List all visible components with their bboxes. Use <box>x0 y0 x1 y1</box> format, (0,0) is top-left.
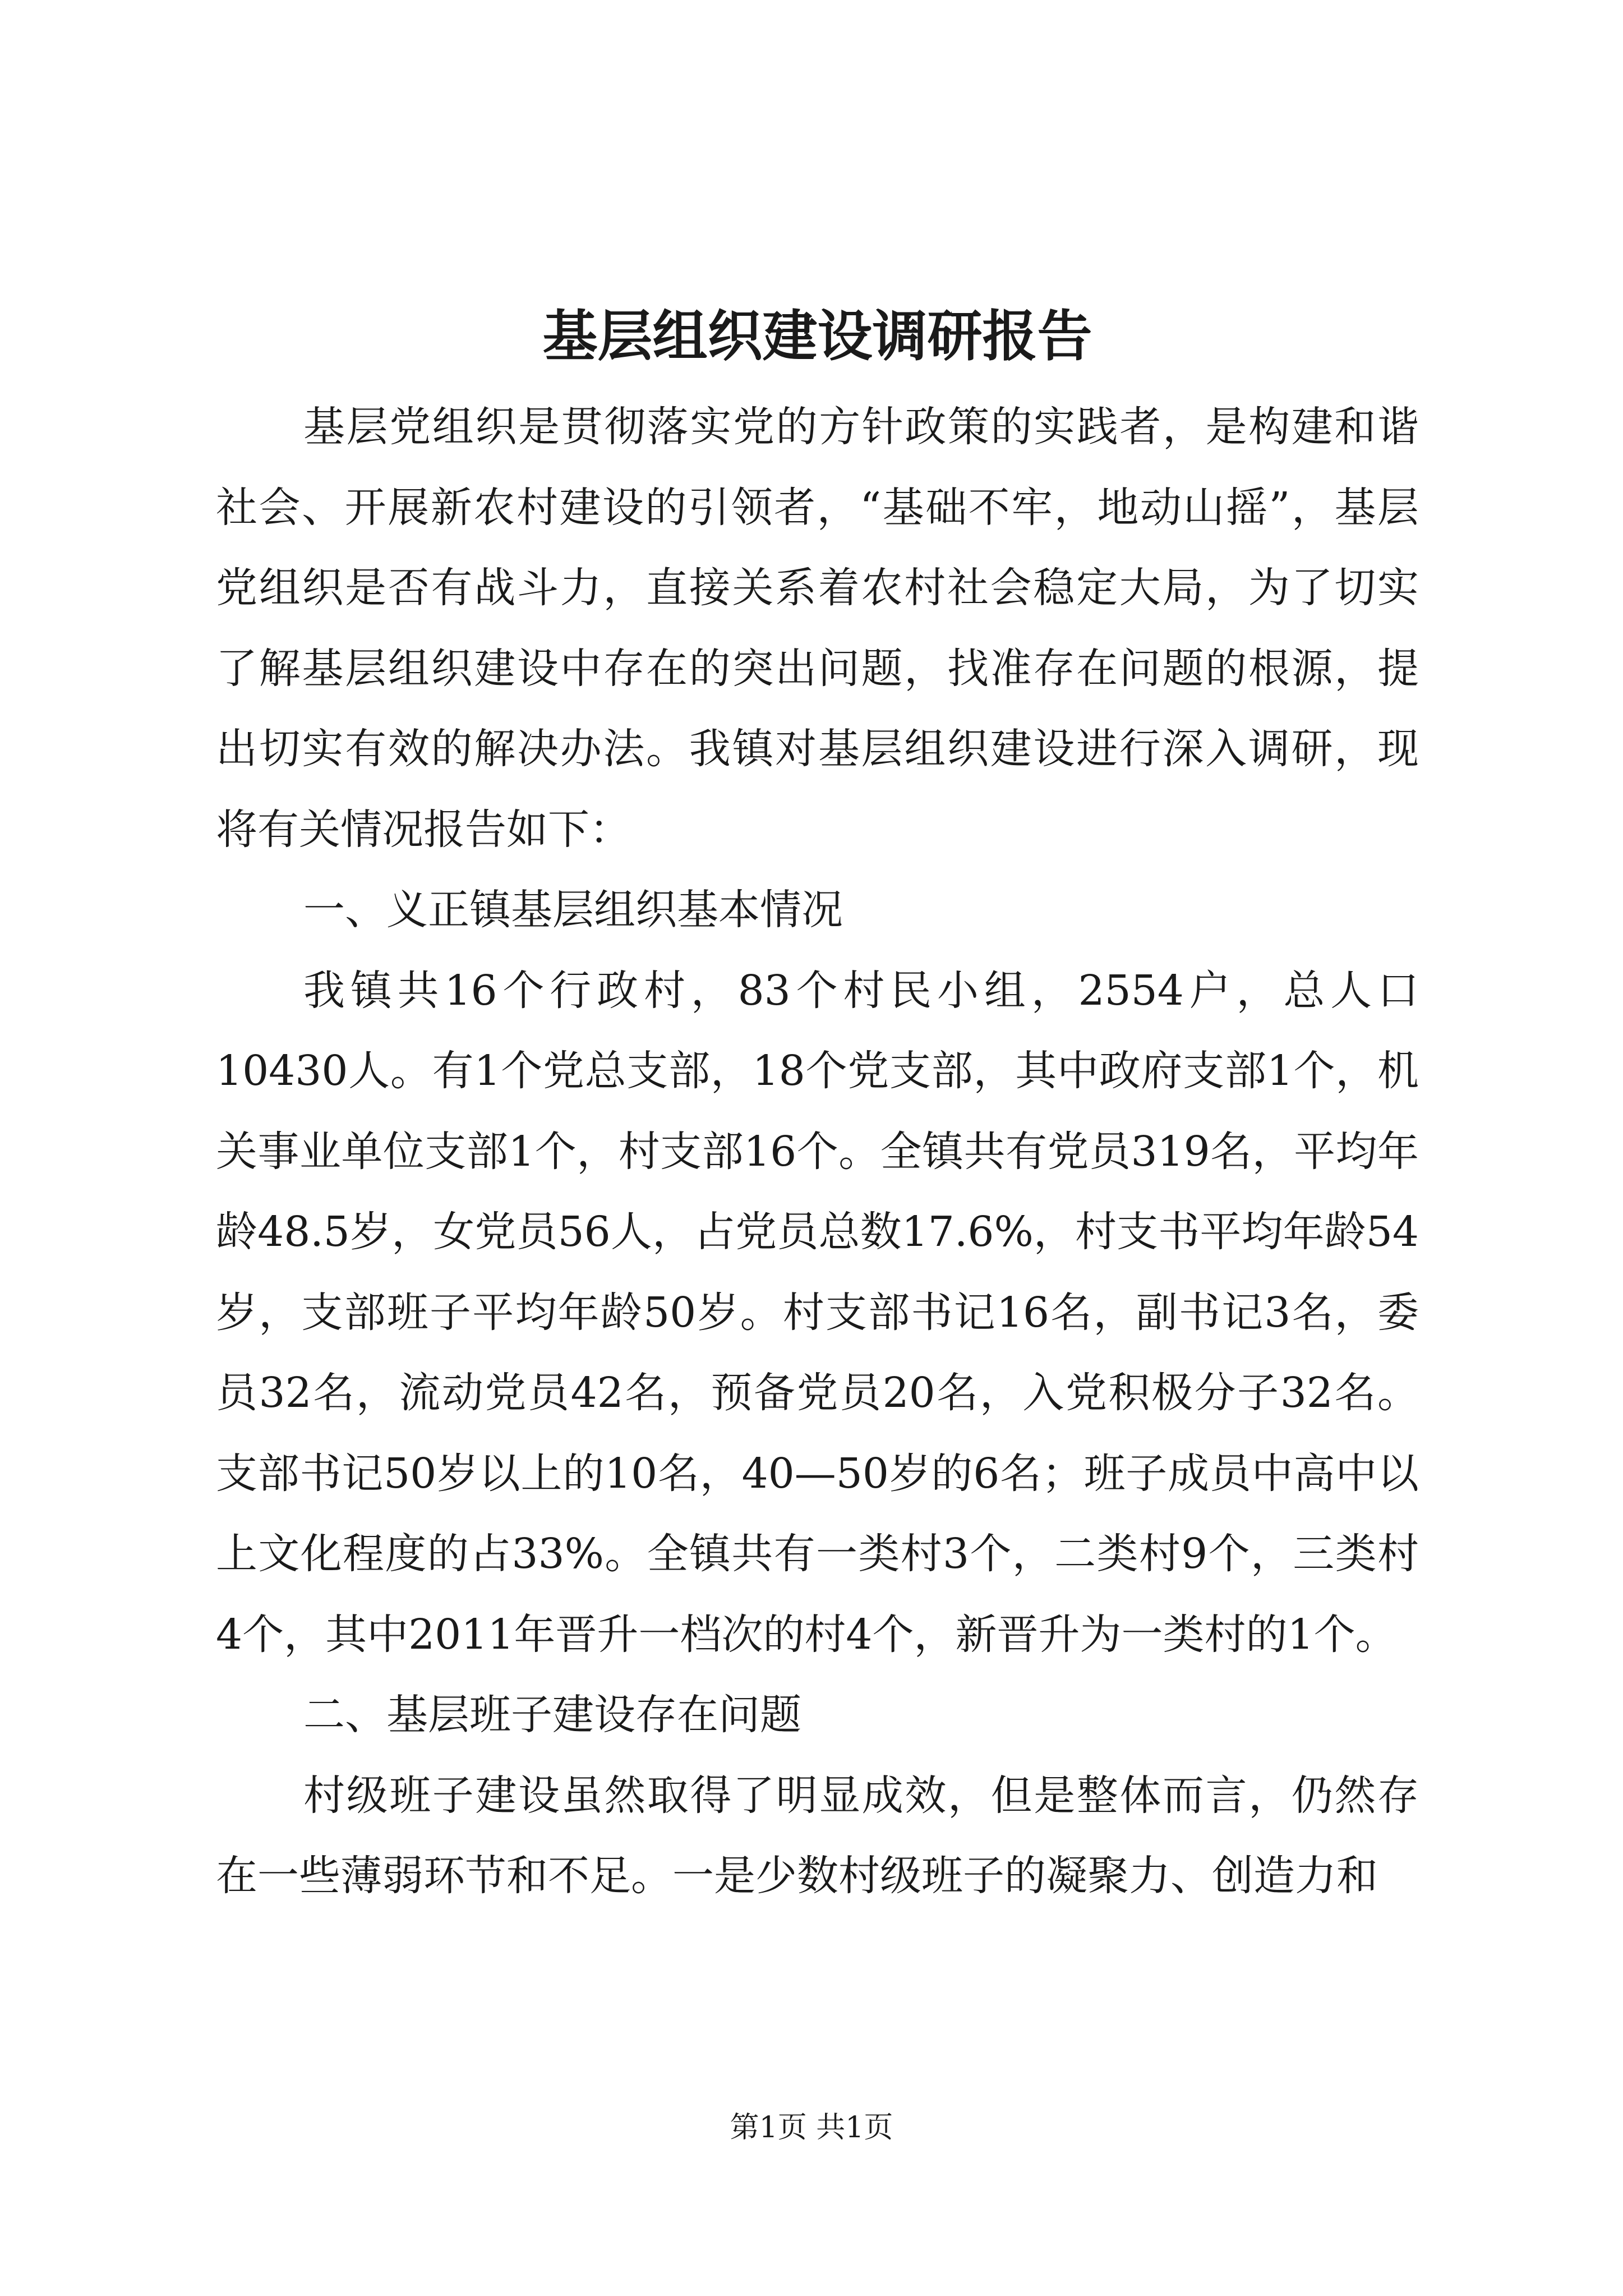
section-2-heading: 二、基层班子建设存在问题 <box>303 1691 801 1739</box>
page-footer: 第1页 共1页 <box>730 2111 893 2145</box>
section-1-paragraph: 我镇共16个行政村，83个村民小组，2554户，总人口10430人。有1个党总支部，18个党支部，其中政府支部1个，机关事业单位支部1个，村支部16个。全镇共有党员319名，平均年龄48.5岁，女党员56人，占党员总数17.6%，村支书平均年龄54岁，支部班子平均年龄50岁。村支部书记16名，副书记3名，委员32名，流动党员42名，预备党员20名，入党积极分子32名。支部书记50岁以上的10名，40—50岁的6名；班子成员中高中以上文化程度的占33%。全镇共有一类村3个，二类村9个，三类村4个，其中2011年晋升一档次的村4个，新晋升为一类村的1个。 <box>216 966 1419 1659</box>
section-2-paragraph: 村级班子建设虽然取得了明显成效，但是整体而言，仍然存在一些薄弱环节和不足。一是少数村级班子的凝聚力、创造力和 <box>216 1771 1419 1900</box>
section-1-heading: 一、义正镇基层组织基本情况 <box>303 886 843 934</box>
document-title: 基层组织建设调研报告 <box>542 304 1092 369</box>
intro-paragraph: 基层党组织是贯彻落实党的方针政策的实践者，是构建和谐社会、开展新农村建设的引领者，“基础不牢，地动山摇”，基层党组织是否有战斗力，直接关系着农村社会稳定大局，为了切实了解基层组织建设中存在的突出问题，找准存在问题的根源，提出切实有效的解决办法。我镇对基层组织建设进行深入调研，现将有关情况报告如下： <box>216 403 1419 854</box>
document-body <box>216 286 1419 1917</box>
